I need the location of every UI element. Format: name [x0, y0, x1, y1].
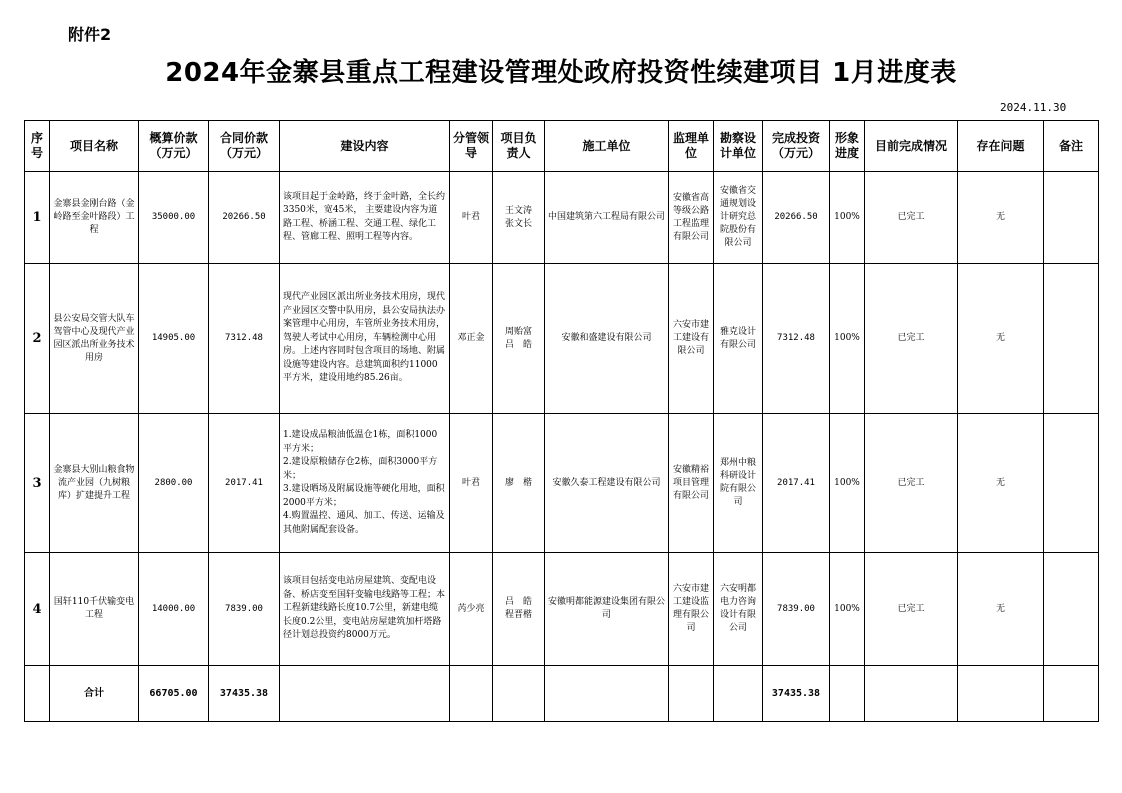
cell-issues: 无 [958, 172, 1044, 264]
table-row [25, 414, 1099, 553]
cell-investment: 2017.41 [763, 414, 830, 553]
cell-name: 金寨县大别山粮食物流产业园（九树粮库）扩建提升工程 [50, 414, 139, 553]
cell-contract: 7312.48 [209, 264, 280, 414]
cell-budget: 14905.00 [139, 264, 209, 414]
total-budget: 66705.00 [139, 666, 209, 722]
header-designer: 勘察设计单位 [714, 121, 763, 172]
cell-progress: 100% [830, 264, 865, 414]
page-title: 2024年金寨县重点工程建设管理处政府投资性续建项目 1月进度表 [165, 58, 957, 88]
total-cell-issues [958, 666, 1044, 722]
cell-manager: 吕 皓 程晋楷 [493, 553, 545, 666]
attachment-label: 附件2 [68, 25, 112, 44]
total-cell-supervisor [669, 666, 714, 722]
total-cell-designer [714, 666, 763, 722]
report-date: 2024.11.30 [1000, 101, 1067, 114]
cell-name: 金寨县金刚台路（金岭路至金叶路段）工程 [50, 172, 139, 264]
cell-designer: 安徽省交通规划设计研究总院股份有限公司 [714, 172, 763, 264]
cell-notes [1044, 172, 1099, 264]
cell-contract: 2017.41 [209, 414, 280, 553]
cell-status: 已完工 [865, 264, 958, 414]
cell-content: 1.建设成品粮油低温仓1栋，面积1000平方米； 2.建设原粮储存仓2栋，面积3000平方米； 3.建设晒场及附属设施等硬化用地，面积2000平方米； 4.购置温控、通风、加工、传送、运输及其他附属配套设备。 [280, 414, 450, 553]
progress-table [24, 120, 1099, 722]
cell-seq: 4 [25, 553, 50, 666]
cell-notes [1044, 553, 1099, 666]
cell-supervisor: 安徽精裕项目管理有限公司 [669, 414, 714, 553]
total-cell-leader [450, 666, 493, 722]
cell-seq: 1 [25, 172, 50, 264]
total-investment: 37435.38 [763, 666, 830, 722]
header-content: 建设内容 [280, 121, 450, 172]
cell-budget: 2800.00 [139, 414, 209, 553]
cell-leader: 邓正金 [450, 264, 493, 414]
cell-manager: 廖 楷 [493, 414, 545, 553]
total-cell-status [865, 666, 958, 722]
cell-content: 该项目起于金岭路，终于金叶路，全长约3350米，宽45米， 主要建设内容为道路工程、桥涵工程、交通工程、绿化工程、管廊工程、照明工程等内容。 [280, 172, 450, 264]
cell-designer: 郑州中粮科研设计院有限公司 [714, 414, 763, 553]
cell-progress: 100% [830, 414, 865, 553]
cell-contractor: 安徽和盛建设有限公司 [545, 264, 669, 414]
header-investment: 完成投资（万元） [763, 121, 830, 172]
header-contractor: 施工单位 [545, 121, 669, 172]
header-progress: 形象进度 [830, 121, 865, 172]
header-name: 项目名称 [50, 121, 139, 172]
cell-contract: 7839.00 [209, 553, 280, 666]
header-contract: 合同价款（万元） [209, 121, 280, 172]
total-cell-content [280, 666, 450, 722]
table-row [25, 172, 1099, 264]
cell-status: 已完工 [865, 172, 958, 264]
total-label: 合计 [50, 666, 139, 722]
cell-progress: 100% [830, 172, 865, 264]
cell-content: 现代产业园区派出所业务技术用房，现代产业园区交警中队用房，县公安局执法办案管理中心用房，车管所业务技术用房，驾驶人考试中心用房，车辆检测中心用房。上述内容同时包含项目的场地、附属设施等建设内容。总建筑面积约11000平方米，建设用地约85.26亩。 [280, 264, 450, 414]
cell-manager: 王文涛 张文长 [493, 172, 545, 264]
total-contract: 37435.38 [209, 666, 280, 722]
cell-contractor: 安徽明都能源建设集团有限公司 [545, 553, 669, 666]
cell-leader: 叶君 [450, 172, 493, 264]
table-row [25, 553, 1099, 666]
cell-supervisor: 安徽省高等级公路工程监理有限公司 [669, 172, 714, 264]
cell-name: 国轩110千伏输变电工程 [50, 553, 139, 666]
cell-notes [1044, 414, 1099, 553]
header-budget: 概算价款（万元） [139, 121, 209, 172]
cell-seq: 3 [25, 414, 50, 553]
cell-contractor: 安徽久泰工程建设有限公司 [545, 414, 669, 553]
cell-issues: 无 [958, 264, 1044, 414]
cell-supervisor: 六安市建工建设有限公司 [669, 264, 714, 414]
cell-investment: 7839.00 [763, 553, 830, 666]
cell-notes [1044, 264, 1099, 414]
header-supervisor: 监理单位 [669, 121, 714, 172]
header-issues: 存在问题 [958, 121, 1044, 172]
header-notes: 备注 [1044, 121, 1099, 172]
table-row [25, 264, 1099, 414]
total-cell-contractor [545, 666, 669, 722]
cell-issues: 无 [958, 414, 1044, 553]
cell-status: 已完工 [865, 414, 958, 553]
total-row [25, 666, 1099, 722]
cell-contractor: 中国建筑第六工程局有限公司 [545, 172, 669, 264]
cell-investment: 7312.48 [763, 264, 830, 414]
header-status: 目前完成情况 [865, 121, 958, 172]
cell-contract: 20266.50 [209, 172, 280, 264]
cell-manager: 周贻富 吕 皓 [493, 264, 545, 414]
total-cell-manager [493, 666, 545, 722]
cell-budget: 35000.00 [139, 172, 209, 264]
cell-seq: 2 [25, 264, 50, 414]
cell-designer: 六安明都电力咨询设计有限公司 [714, 553, 763, 666]
header-manager: 项目负责人 [493, 121, 545, 172]
cell-supervisor: 六安市建工建设监理有限公司 [669, 553, 714, 666]
cell-leader: 芮少亮 [450, 553, 493, 666]
total-cell-progress [830, 666, 865, 722]
cell-name: 县公安局交管大队车驾管中心及现代产业园区派出所业务技术用房 [50, 264, 139, 414]
cell-leader: 叶君 [450, 414, 493, 553]
cell-investment: 20266.50 [763, 172, 830, 264]
cell-issues: 无 [958, 553, 1044, 666]
total-cell-seq [25, 666, 50, 722]
header-leader: 分管领导 [450, 121, 493, 172]
header-seq: 序号 [25, 121, 50, 172]
cell-status: 已完工 [865, 553, 958, 666]
header-row [25, 121, 1099, 172]
cell-content: 该项目包括变电站房屋建筑、变配电设备、桥店变至国轩变输电线路等工程；本工程新建线路长度10.7公里，新建电缆长度0.2公里，变电站房屋建筑加杆塔路径计划总投资约8000万元。 [280, 553, 450, 666]
cell-budget: 14000.00 [139, 553, 209, 666]
cell-designer: 雅克设计有限公司 [714, 264, 763, 414]
total-cell-notes [1044, 666, 1099, 722]
cell-progress: 100% [830, 553, 865, 666]
